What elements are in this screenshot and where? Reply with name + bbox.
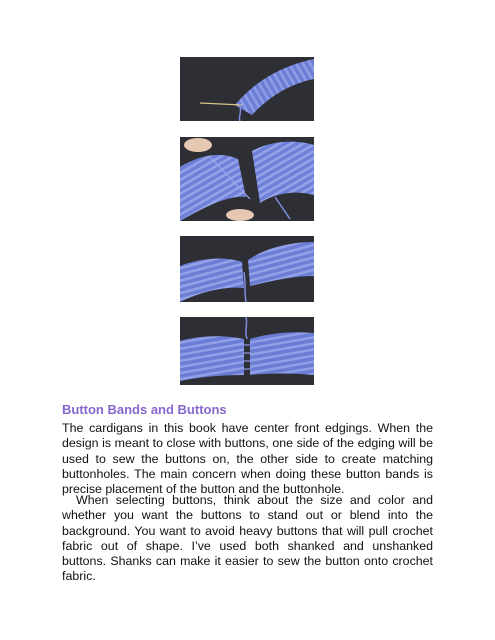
body-paragraph-2: When selecting buttons, think about the size and color and whether you want the buttons to stand out or blend into the background. You want to avoid heavy buttons that will pull crochet fabric out of shape. I’ve used both shanked and unshanked buttons. Shanks can make it easier to sew the button onto crochet fabric. bbox=[62, 493, 433, 584]
body-paragraph-1: The cardigans in this book have center front edgings. When the design is meant to close with buttons, one side of the edging will be used to sew the buttons on, the other side to create matching buttonholes. The main concern when doing these button bands is precise placement of the button and the buttonhole. bbox=[62, 421, 433, 497]
crochet-photo-4 bbox=[180, 317, 314, 385]
section-heading: Button Bands and Buttons bbox=[62, 402, 227, 417]
crochet-photo-3 bbox=[180, 236, 314, 302]
crochet-photo-1 bbox=[180, 57, 314, 121]
crochet-photo-2 bbox=[180, 137, 314, 221]
